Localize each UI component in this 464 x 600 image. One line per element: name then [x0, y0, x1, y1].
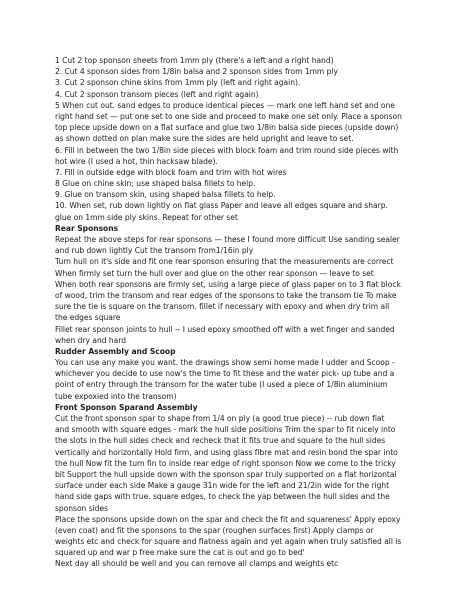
- text-line: the hull Now fit the turn fin to inside rear edge of right sponson Now we come to the tricky: [55, 458, 396, 468]
- text-line: and rub down lightly Cut the transom from1/16in ply: [55, 246, 254, 256]
- text-line: glue on 1mm side ply skins. Repeat for other set: [55, 212, 238, 222]
- text-line: hand side gaps with true. square edges, to check the yap between the hull sides and the: [55, 492, 390, 502]
- section-heading: Rudder Assembly and Scoop: [55, 346, 176, 356]
- text-line: surface under each side Make a gauge 31n wide for the left and 21/2in wide for the right: [55, 481, 390, 491]
- text-line: whichever you decide to use now's the time to fit these and the water pick- up tube and a: [55, 369, 395, 379]
- document-body: [55, 55, 415, 570]
- text-line: and smooth with square edges - mark the hull side positions Trim the spar to fit nicely into: [55, 425, 396, 435]
- text-line: 8 Glue on chine skin; use shaped balsa fillets to help.: [55, 179, 256, 189]
- text-line: You can use any make you want. the drawings show semi home made I udder and Scoop -: [55, 358, 395, 368]
- text-line: Place the sponsons upside down on the spar and check the fit and squareness' Apply epoxy: [55, 514, 401, 524]
- text-line: 5 When cut out. sand edges to produce identical pieces — mark one left hand set and one: [55, 100, 395, 110]
- text-line: Next day all should be well and you can remove all clamps and weights etc: [55, 559, 339, 569]
- text-line: of wood, trim the transom and rear edges of the sponsons to take the transom tie To make: [55, 290, 397, 300]
- text-line: 9. Glue on transom skin, using shaped balsa fillets to help.: [55, 190, 276, 200]
- text-line: 1 Cut 2 top sponson sheets from 1mm ply (there's a left and a right hand): [55, 56, 334, 65]
- text-line: when dry and hard: [55, 335, 126, 345]
- text-line: top piece upside down on a flat surface and glue two 1/8in balsa side pieces (upside down): [55, 123, 399, 133]
- text-line: sponson sides: [55, 503, 108, 513]
- text-line: 6. Fill in between the two 1/8in side pieces with block foam and trim round side pieces with: [55, 145, 399, 155]
- text-line: bit Support the hull upside down with the sponson spar truly supported on a flat horizontal: [55, 469, 397, 479]
- text-line: the edges square: [55, 313, 121, 323]
- text-line: hot wire (I used a hot, thin hacksaw blade).: [55, 156, 218, 166]
- text-line: Turn hull on it's side and fit one rear sponson ensuring that the measurements are correct: [55, 257, 394, 267]
- text-line: 4. Cut 2 sponson transom pieces (left and right again): [55, 89, 259, 99]
- text-line: weights etc and check for square and flatness again and yet again when truly satisfied all is: [55, 537, 402, 547]
- section-heading: Rear Sponsons: [55, 223, 119, 233]
- text-line: When both rear sponsons are firmly set, using a large piece of glass paper on to 3 flat block: [55, 279, 401, 289]
- text-line: tube expoxied into the transom): [55, 391, 177, 401]
- text-line: Repeat the above steps for rear sponsons — these I found more difficult Use sanding sealer: [55, 235, 400, 244]
- text-line: sure the tie is square on the transom. fillet if necessary with epoxy and when dry trim all: [55, 302, 390, 312]
- text-line: Fillet rear sponson joints to hull -- I used epoxy smoothed off with a wet finger and sanded: [55, 324, 395, 334]
- text-line: (even coat) and fit the sponsons to the spar (roughen surfaces first) Apply clamps or: [55, 525, 374, 535]
- text-line: vertically and horizontally Hold firm, and using glass fibre mat and resin bond the spar into: [55, 447, 398, 457]
- text-line: Cut the front sponson spar to shape from 1/4 on ply (a good true piece) -- rub down fiat: [55, 414, 385, 423]
- text-line: squared up and war p free make sure the cat is out and go to bed': [55, 548, 305, 558]
- text-line: the slots in the hull sides check and recheck that it fits true and square to the hull sides: [55, 436, 386, 446]
- text-line: 7. Fill in outside edge with block foam and trim with hot wires: [55, 167, 287, 177]
- text-line: 2. Cut 4 sponson sides from 1/8in balsa and 2 sponson sides from 1mm ply: [55, 67, 338, 77]
- text-line: right hand set — put one set to one side and proceed to make one set only. Place a sponson: [55, 111, 402, 121]
- text-line: 10. When set, rub down lightly on flat glass Paper and leave all edges square and sharp.: [55, 201, 388, 211]
- text-line: When firmly set turn the hull over and glue on the other rear sponson — leave to set: [55, 268, 374, 278]
- text-line: point of entry through the transom for the water tube (I used a piece of 1/8in aluminium: [55, 380, 388, 390]
- text-line: 3. Cut 2 sponson chine skins from 1mm ply (left and right again).: [55, 78, 301, 88]
- text-line: as shown dotted on plan make sure the sides are held upright and leave to set.: [55, 134, 354, 144]
- section-heading: Front Sponson Sparand Assembly: [55, 402, 198, 412]
